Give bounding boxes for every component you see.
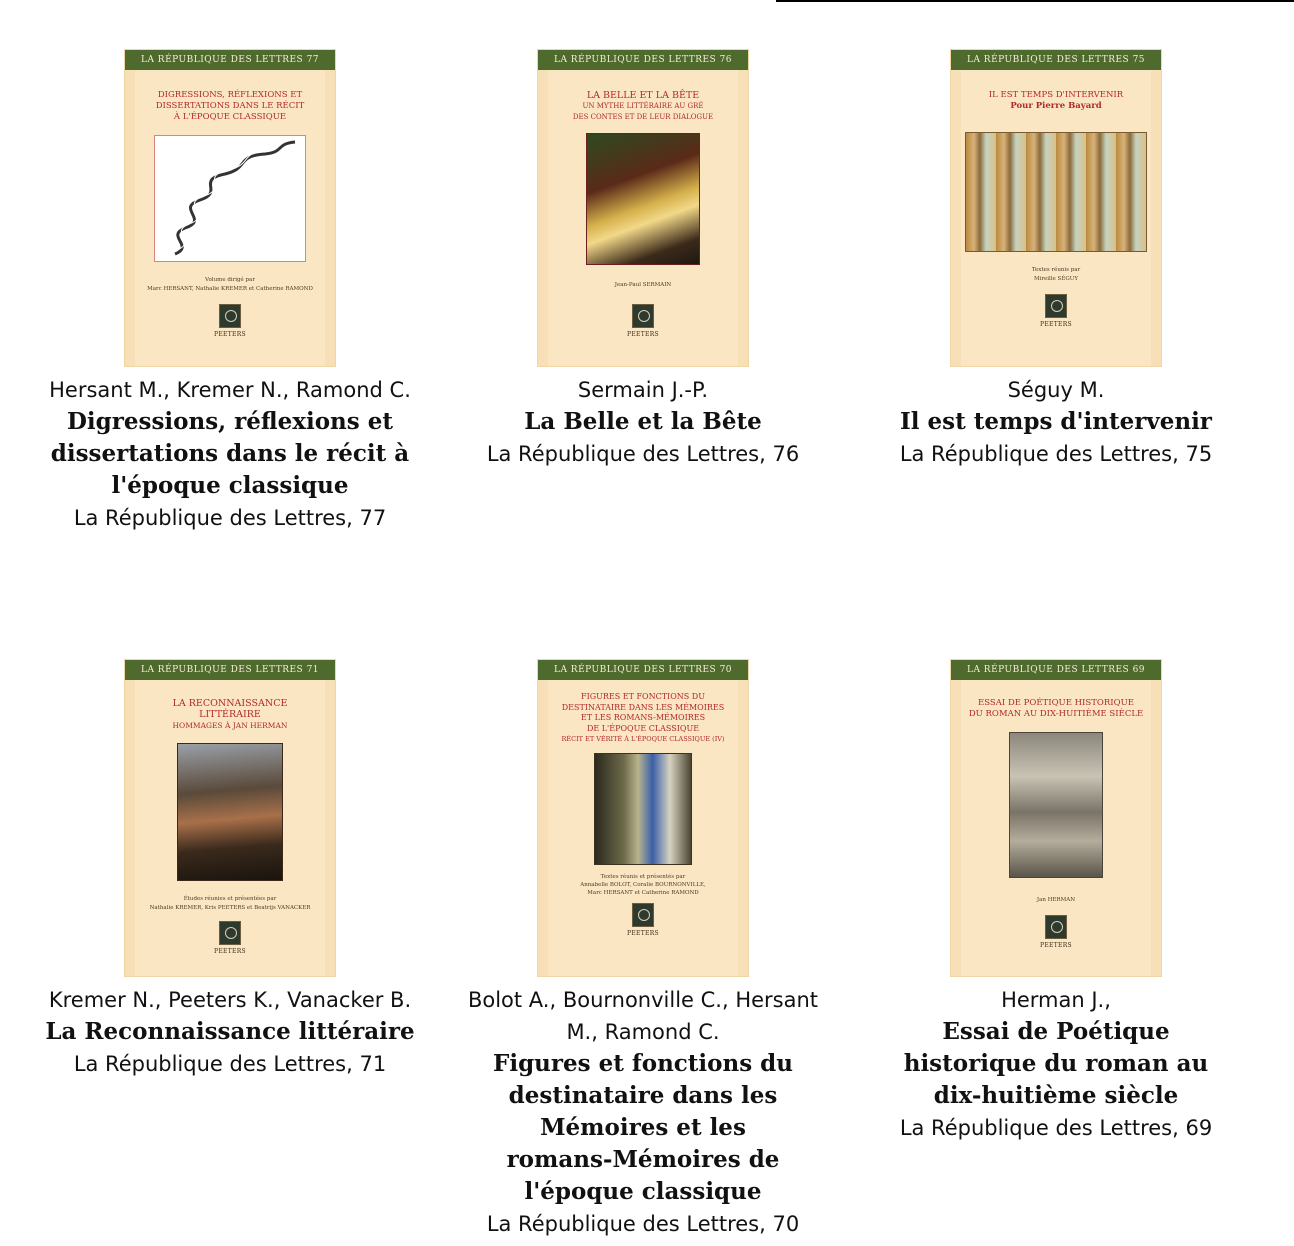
book-card[interactable]	[866, 660, 1246, 1144]
book-card[interactable]	[40, 660, 420, 1080]
book-authors: Hersant M., Kremer N., Ramond C.	[49, 378, 411, 402]
cover-series-band: LA RÉPUBLIQUE DES LETTRES 77	[125, 50, 335, 70]
book-cover[interactable]	[538, 660, 748, 976]
book-authors: Sermain J.-P.	[577, 378, 709, 402]
cover-publisher: PEETERS	[214, 948, 246, 955]
book-cover[interactable]	[125, 50, 335, 366]
publisher-logo-icon	[1045, 294, 1067, 318]
cover-illustration	[965, 132, 1147, 252]
book-cover[interactable]	[951, 660, 1161, 976]
book-cover[interactable]	[951, 50, 1161, 366]
cover-publisher: PEETERS	[1040, 942, 1072, 949]
cover-title: FIGURES ET FONCTIONS DU DESTINATAIRE DANS LES MÉMOIRES ET LES ROMANS-MÉMOIRES DE L'ÉPOQUE CLASSIQUE RÉCIT ET VÉRITÉ À L'ÉPOQUE CLASSIQUE (IV)	[561, 692, 725, 743]
publisher-logo-icon	[632, 903, 654, 927]
cover-illustration	[594, 753, 692, 865]
book-card[interactable]	[40, 50, 420, 534]
cover-series-band: LA RÉPUBLIQUE DES LETTRES 70	[538, 660, 748, 680]
book-series: La République des Lettres, 71	[73, 1052, 387, 1076]
book-series: La République des Lettres, 69	[899, 1116, 1213, 1140]
book-title[interactable]: Figures et fonctions du destinataire dans les Mémoires et les romans-Mémoires de l'époque classique	[493, 1050, 793, 1205]
cover-illustration	[1009, 732, 1103, 878]
book-authors: Kremer N., Peeters K., Vanacker B.	[48, 988, 412, 1012]
cover-series-band: LA RÉPUBLIQUE DES LETTRES 76	[538, 50, 748, 70]
cover-editors: Textes réunis par Mireille SÉGUY	[1031, 267, 1081, 282]
cover-publisher: PEETERS	[214, 331, 246, 338]
cover-illustration	[177, 743, 283, 881]
book-series: La République des Lettres, 75	[899, 442, 1213, 466]
book-card[interactable]	[453, 50, 833, 470]
cover-title: LA BELLE ET LA BÊTE UN MYTHE LITTÉRAIRE AU GRÉ DES CONTES ET DE LEUR DIALOGUE	[572, 90, 714, 121]
book-title[interactable]: La Belle et la Bête	[524, 408, 762, 435]
cover-title: IL EST TEMPS D'INTERVENIR Pour Pierre Bayard	[988, 90, 1124, 111]
publisher-logo-icon	[219, 304, 241, 328]
book-card[interactable]	[866, 50, 1246, 470]
book-title[interactable]: Il est temps d'intervenir	[900, 408, 1212, 435]
cover-series-band: LA RÉPUBLIQUE DES LETTRES 69	[951, 660, 1161, 680]
cover-publisher: PEETERS	[1040, 321, 1072, 328]
book-title[interactable]: Digressions, réflexions et dissertations dans le récit à l'époque classique	[50, 408, 410, 499]
book-authors: Herman J.,	[1001, 988, 1111, 1012]
cover-publisher: PEETERS	[627, 331, 659, 338]
publisher-logo-icon	[1045, 915, 1067, 939]
cover-editors: Jan HERMAN	[1036, 897, 1076, 903]
book-card[interactable]	[453, 660, 833, 1240]
book-cover[interactable]	[125, 660, 335, 976]
cover-publisher: PEETERS	[627, 929, 659, 937]
cover-series-band: LA RÉPUBLIQUE DES LETTRES 75	[951, 50, 1161, 70]
cover-illustration	[154, 135, 306, 262]
cover-editors: Études réunies et présentées par Nathalie KREMER, Kris PEETERS et Beatrijs VANACKER	[149, 896, 311, 911]
cover-series-band: LA RÉPUBLIQUE DES LETTRES 71	[125, 660, 335, 680]
cover-illustration	[586, 133, 700, 265]
book-series: La République des Lettres, 70	[486, 1212, 800, 1236]
publisher-logo-icon	[632, 304, 654, 328]
book-authors: Séguy M.	[1007, 378, 1105, 402]
book-title[interactable]: Essai de Poétique historique du roman au dix-huitième siècle	[903, 1018, 1209, 1109]
top-divider	[776, 0, 1294, 2]
book-cover[interactable]	[538, 50, 748, 366]
cover-editors: Jean-Paul SERMAIN	[614, 282, 672, 288]
publisher-logo-icon	[219, 921, 241, 945]
cover-title: ESSAI DE POÉTIQUE HISTORIQUE DU ROMAN AU DIX-HUITIÈME SIÈCLE	[968, 698, 1144, 719]
cover-title: DIGRESSIONS, RÉFLEXIONS ET DISSERTATIONS DANS LE RÉCIT À L'ÉPOQUE CLASSIQUE	[155, 90, 305, 122]
book-authors: Bolot A., Bournonville C., Hersant M., Ramond C.	[467, 988, 819, 1044]
cover-editors: Textes réunis et présentés par Annabelle BOLOT, Coralie BOURNONVILLE, Marc HERSANT et Catherine RAMOND	[580, 873, 706, 896]
book-series: La République des Lettres, 77	[73, 506, 387, 530]
book-series: La République des Lettres, 76	[486, 442, 800, 466]
book-title[interactable]: La Reconnaissance littéraire	[45, 1018, 415, 1045]
cover-editors: Volume dirigé par Marc HERSANT, Nathalie KREMER et Catherine RAMOND	[147, 277, 313, 292]
cover-title: LA RECONNAISSANCE LITTÉRAIRE HOMMAGES À JAN HERMAN	[172, 698, 288, 730]
